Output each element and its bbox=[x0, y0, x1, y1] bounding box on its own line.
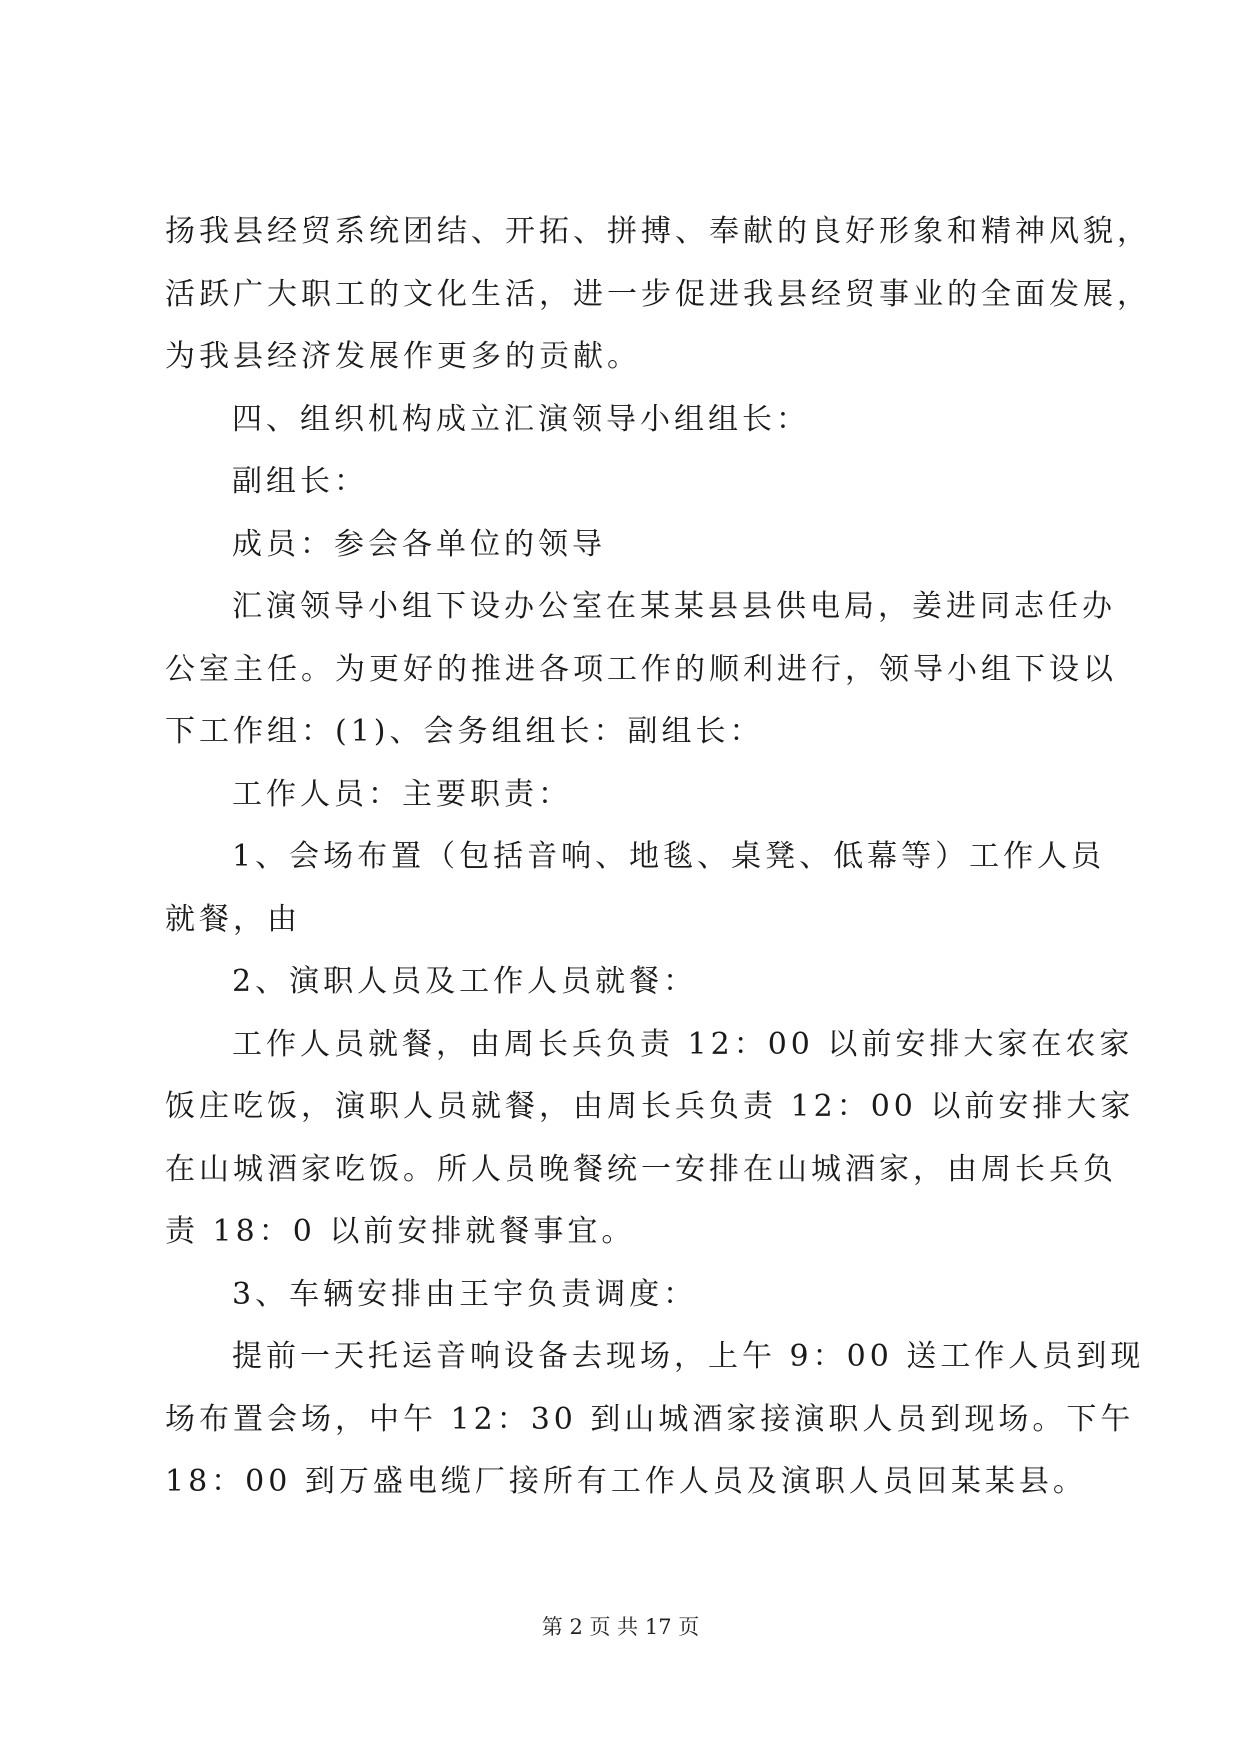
body-text-line: 副组长： bbox=[232, 464, 368, 499]
body-text-line: 扬我县经贸系统团结、开拓、拼搏、奉献的良好形象和精神风貌， bbox=[165, 214, 1151, 249]
body-text-line: 提前一天托运音响设备去现场，上午 9：00 送工作人员到现 bbox=[232, 1339, 1145, 1374]
body-text-line: 工作人员就餐，由周长兵负责 12：00 以前安排大家在农家 bbox=[232, 1027, 1134, 1062]
body-text-line: 工作人员：主要职责： bbox=[232, 777, 572, 812]
body-text-line: 责 18：0 以前安排就餐事宜。 bbox=[165, 1214, 636, 1249]
list-item: 2、演职人员及工作人员就餐： bbox=[232, 964, 698, 999]
body-text-line: 为我县经济发展作更多的贡献。 bbox=[165, 339, 641, 374]
section-heading: 四、组织机构成立汇演领导小组组长： bbox=[232, 402, 810, 437]
body-text-line: 在山城酒家吃饭。所人员晚餐统一安排在山城酒家，由周长兵负 bbox=[165, 1152, 1117, 1187]
body-text-line: 活跃广大职工的文化生活，进一步促进我县经贸事业的全面发展， bbox=[165, 277, 1151, 312]
body-text-line: 饭庄吃饭，演职人员就餐，由周长兵负责 12：00 以前安排大家 bbox=[165, 1089, 1135, 1124]
body-text-line: 18：00 到万盛电缆厂接所有工作人员及演职人员回某某县。 bbox=[165, 1464, 1087, 1499]
page-number-footer: 第 2 页 共 17 页 bbox=[541, 1615, 700, 1639]
body-text-line: 公室主任。为更好的推进各项工作的顺利进行，领导小组下设以 bbox=[165, 652, 1117, 687]
list-item: 1、会场布置（包括音响、地毯、桌凳、低幕等）工作人员 bbox=[232, 839, 1106, 874]
body-text-line: 场布置会场，中午 12：30 到山城酒家接演职人员到现场。下午 bbox=[165, 1402, 1135, 1437]
list-item: 3、车辆安排由王宇负责调度： bbox=[232, 1277, 698, 1312]
body-text-line: 成员：参会各单位的领导 bbox=[232, 527, 606, 562]
body-text-line: 汇演领导小组下设办公室在某某县县供电局，姜进同志任办 bbox=[232, 589, 1116, 624]
body-text-line: 就餐，由 bbox=[165, 902, 301, 937]
body-text-line: 下工作组：(1)、会务组组长：副组长： bbox=[165, 714, 764, 749]
